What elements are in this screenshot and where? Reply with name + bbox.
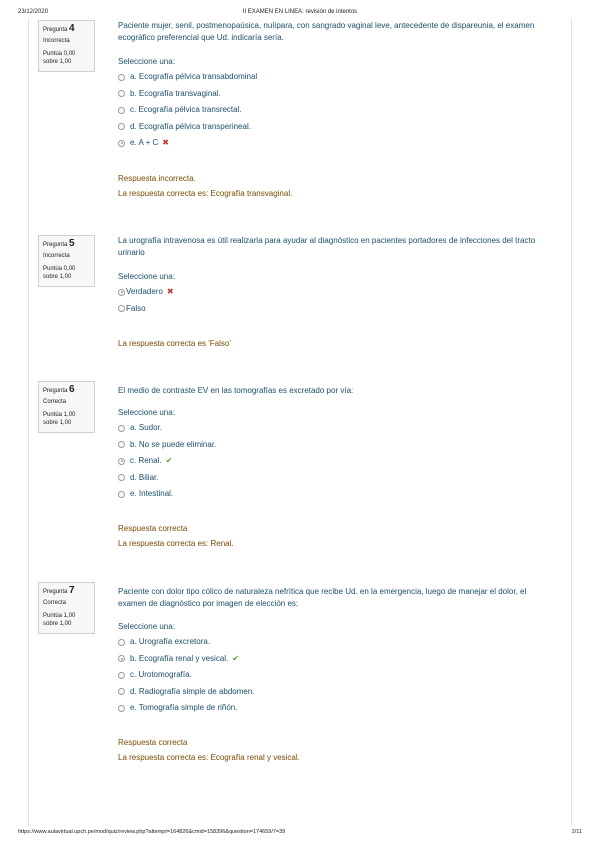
question-state: Correcta	[43, 600, 67, 606]
feedback-text: Respuesta correcta	[118, 737, 188, 747]
correct-answer-text: La respuesta correcta es: Renal.	[118, 538, 234, 548]
radio-button[interactable]	[118, 123, 125, 130]
question-number: 6	[69, 384, 75, 395]
question-info-box	[38, 20, 95, 72]
answer-option-selected[interactable]	[118, 453, 548, 470]
option-label: b. Ecografía transvaginal.	[130, 88, 221, 98]
question-grade	[43, 265, 90, 281]
cross-icon: ✖	[166, 287, 174, 297]
answer-option[interactable]	[118, 420, 548, 437]
radio-button[interactable]	[118, 441, 125, 448]
grade-line: Puntúa 0,00	[43, 266, 76, 272]
answer-option[interactable]	[118, 470, 548, 487]
answer-option[interactable]	[118, 69, 548, 86]
option-label: d. Ecografía pélvica transperineal.	[130, 121, 251, 131]
answer-option[interactable]	[118, 301, 548, 318]
answer-option-selected[interactable]	[118, 284, 548, 301]
question-info-box	[38, 381, 95, 433]
question-state: Incorrecta	[43, 253, 70, 259]
radio-button-checked[interactable]	[118, 289, 125, 296]
correct-answer-text: La respuesta correcta es: Ecografía renal y vesical.	[118, 752, 300, 762]
question-state: Correcta	[43, 399, 67, 405]
feedback-text: Respuesta incorrecta.	[118, 173, 196, 183]
option-label: d. Biliar.	[130, 472, 159, 482]
option-label: a. Ecografía pélvica transabdominal	[130, 72, 258, 82]
radio-button[interactable]	[118, 474, 125, 481]
answer-option-selected[interactable]	[118, 651, 548, 668]
question-label: Pregunta	[43, 242, 68, 248]
print-page-url: https://www.aulavirtual.upch.pe/mod/quiz/review.php?attempt=164826&cmid=158396&question=174659/7=39	[18, 829, 286, 835]
grade-line: Puntúa 1,00	[43, 412, 76, 418]
answer-option[interactable]	[118, 102, 548, 119]
cross-icon: ✖	[162, 138, 169, 148]
answer-option[interactable]	[118, 437, 548, 454]
question-content	[118, 235, 548, 348]
radio-button[interactable]	[118, 491, 125, 498]
content-border-right	[571, 18, 572, 826]
grade-line: sobre 1,00	[43, 621, 72, 627]
answer-options	[118, 634, 548, 717]
radio-button[interactable]	[118, 90, 125, 97]
radio-button[interactable]	[118, 305, 125, 312]
question-text: La urografía intravenosa es útil realizarla para ayudar al diagnóstico en pacientes portadores de infecciones del tracto urinario	[118, 236, 536, 257]
question-text: Paciente mujer, senil, postmenopaúsica, nulípara, con sangrado vaginal leve, antecedente de dispareunia, el examen ecográfico preferencial que Ud. indicaría sería.	[118, 21, 535, 42]
option-label: a. Urografía excretora.	[130, 637, 211, 647]
radio-button[interactable]	[118, 425, 125, 432]
question-content	[118, 20, 548, 198]
option-label: a. Sudor.	[130, 423, 163, 433]
correct-answer-text: La respuesta correcta es: Ecografía transvaginal.	[118, 188, 293, 198]
answer-options	[118, 69, 548, 152]
answer-prompt: Seleccione una:	[118, 408, 175, 417]
answer-option[interactable]	[118, 700, 548, 717]
question-label: Pregunta	[43, 388, 68, 394]
grade-line: sobre 1,00	[43, 274, 72, 280]
question-state: Incorrecta	[43, 38, 70, 44]
option-label: e. Intestinal.	[130, 489, 174, 499]
answer-option[interactable]	[118, 684, 548, 701]
question-grade	[43, 612, 90, 628]
print-page-title: II EXAMEN EN LINEA: revisión de intentos	[242, 9, 358, 15]
radio-button-checked[interactable]	[118, 655, 125, 662]
answer-prompt: Seleccione una:	[118, 272, 175, 281]
correct-answer-text: La respuesta correcta es 'Falso'	[118, 339, 231, 348]
radio-button[interactable]	[118, 705, 125, 712]
question-grade	[43, 411, 90, 427]
print-date: 23/12/2020	[18, 9, 49, 15]
question-label: Pregunta	[43, 27, 68, 33]
option-label: b. No se puede eliminar.	[130, 439, 217, 449]
grade-line: Puntúa 1,00	[43, 613, 76, 619]
option-label: c. Ecografía pélvica transrectal.	[130, 105, 242, 115]
grade-line: sobre 1,00	[43, 59, 72, 65]
grade-line: Puntúa 0,00	[43, 51, 76, 57]
question-number: 5	[69, 238, 75, 249]
print-page-number: 2/11	[571, 829, 582, 835]
question-info-box	[38, 582, 95, 634]
radio-button[interactable]	[118, 672, 125, 679]
feedback-text: Respuesta correcta	[118, 523, 188, 533]
answer-option[interactable]	[118, 667, 548, 684]
answer-option[interactable]	[118, 119, 548, 136]
radio-button-checked[interactable]	[118, 458, 125, 465]
option-label: e. A + C	[130, 138, 159, 148]
question-content	[118, 582, 548, 762]
answer-option[interactable]	[118, 486, 548, 503]
radio-button[interactable]	[118, 688, 125, 695]
radio-button[interactable]	[118, 74, 125, 81]
question-label: Pregunta	[43, 589, 68, 595]
answer-option[interactable]	[118, 86, 548, 103]
answer-options	[118, 420, 548, 503]
option-label: d. Radiografía simple de abdomen.	[130, 686, 255, 696]
question-grade	[43, 50, 90, 66]
option-label: Falso	[126, 303, 146, 313]
answer-options	[118, 284, 548, 317]
option-label: b. Ecografía renal y vesical.	[130, 653, 229, 663]
answer-option-selected[interactable]	[118, 135, 548, 152]
option-label: c. Urotomografía.	[130, 670, 192, 680]
grade-line: sobre 1,00	[43, 420, 72, 426]
option-label: c. Renal.	[130, 456, 162, 466]
radio-button[interactable]	[118, 639, 125, 646]
question-number: 4	[69, 23, 75, 34]
content-border-left	[28, 18, 29, 826]
question-info-box	[38, 235, 95, 287]
option-label: Verdadero	[126, 287, 163, 297]
check-icon: ✔	[232, 653, 239, 663]
option-label: e. Tomografía simple de riñón.	[130, 703, 238, 713]
question-number: 7	[69, 585, 75, 596]
question-text: El medio de contraste EV en las tomografías es excretado por vía:	[118, 386, 354, 395]
answer-option[interactable]	[118, 634, 548, 651]
check-icon: ✔	[165, 456, 173, 466]
radio-button-checked[interactable]	[118, 140, 125, 147]
question-text: Paciente con dolor tipo cólico de naturaleza nefrítica que recibe Ud. en la emergencia, luego de manejar el dolor, el examen de diagnóstico por imagen de elección es:	[118, 587, 527, 608]
answer-prompt: Seleccione una:	[118, 57, 175, 66]
question-content	[118, 381, 548, 548]
answer-prompt: Seleccione una:	[118, 622, 175, 631]
radio-button[interactable]	[118, 107, 125, 114]
